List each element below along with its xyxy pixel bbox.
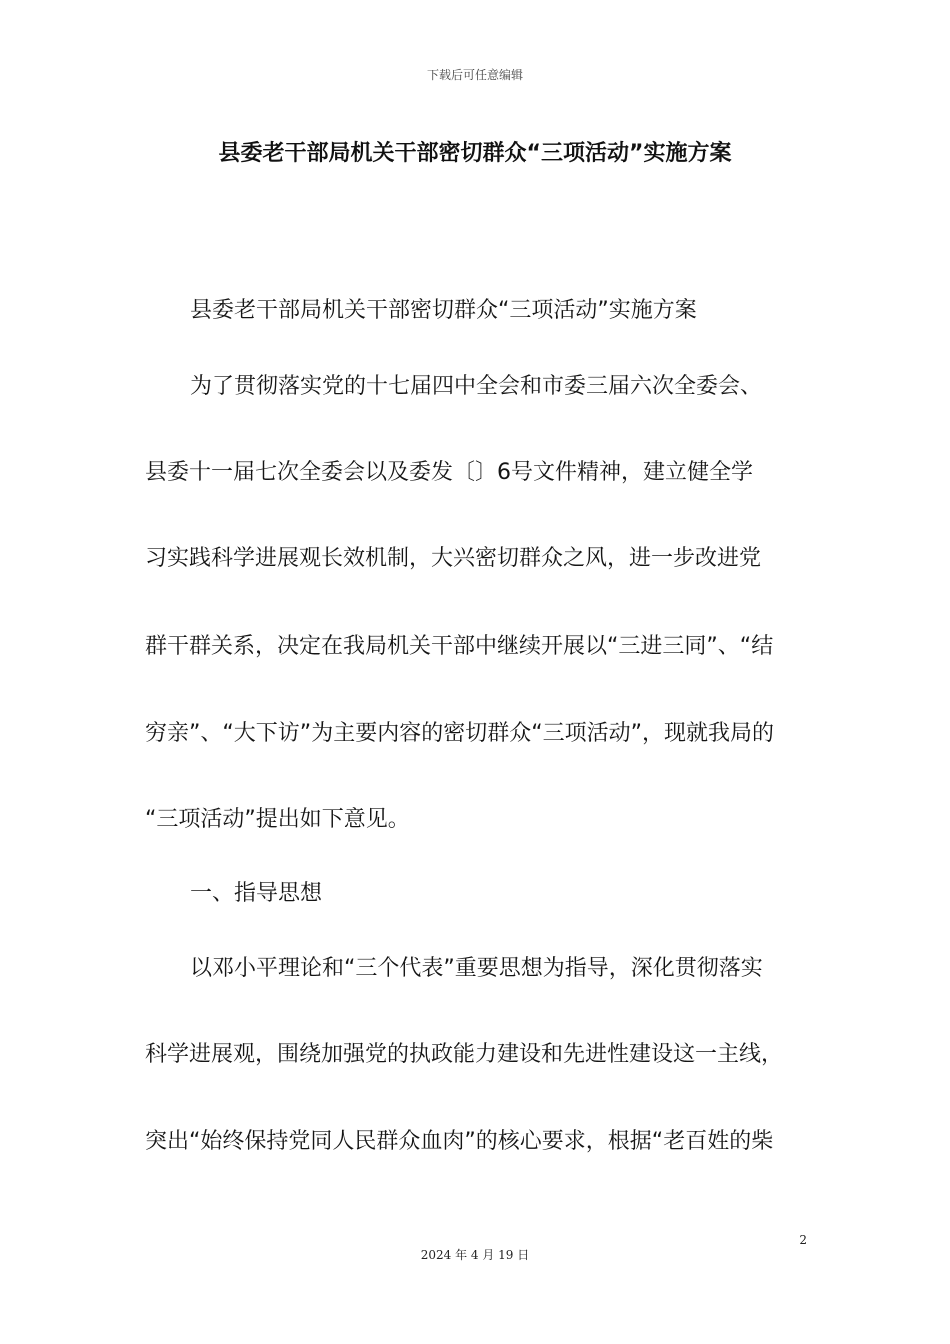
body-line: 习实践科学进展观长效机制，大兴密切群众之风，进一步改进党 xyxy=(145,546,762,571)
body-line: 突出“始终保持党同人民群众血肉”的核心要求，根据“老百姓的柴 xyxy=(145,1129,774,1154)
body-line: 穷亲”、“大下访”为主要内容的密切群众“三项活动”，现就我局的 xyxy=(145,721,774,746)
body-line-paragraph-start: 为了贯彻落实党的十七届四中全会和市委三届六次全委会、 xyxy=(190,374,763,399)
footer-date: 2024 年 4 月 19 日 xyxy=(420,1248,530,1262)
body-line: 群干群关系，决定在我局机关干部中继续开展以“三进三同”、“结 xyxy=(145,634,774,659)
document-title: 县委老干部局机关干部密切群众“三项活动”实施方案 xyxy=(218,141,732,166)
body-subtitle-line: 县委老干部局机关干部密切群众“三项活动”实施方案 xyxy=(190,298,697,323)
body-line: 县委十一届七次全委会以及委发〔〕6号文件精神，建立健全学 xyxy=(145,460,753,485)
body-line: 科学进展观，围绕加强党的执政能力建设和先进性建设这一主线， xyxy=(145,1042,784,1067)
page-number: 2 xyxy=(799,1233,807,1247)
section-heading: 一、指导思想 xyxy=(190,881,323,906)
header-note: 下载后可任意编辑 xyxy=(426,68,523,82)
body-line: “三项活动”提出如下意见。 xyxy=(145,807,410,832)
body-line-paragraph-start: 以邓小平理论和“三个代表”重要思想为指导，深化贯彻落实 xyxy=(190,956,763,981)
